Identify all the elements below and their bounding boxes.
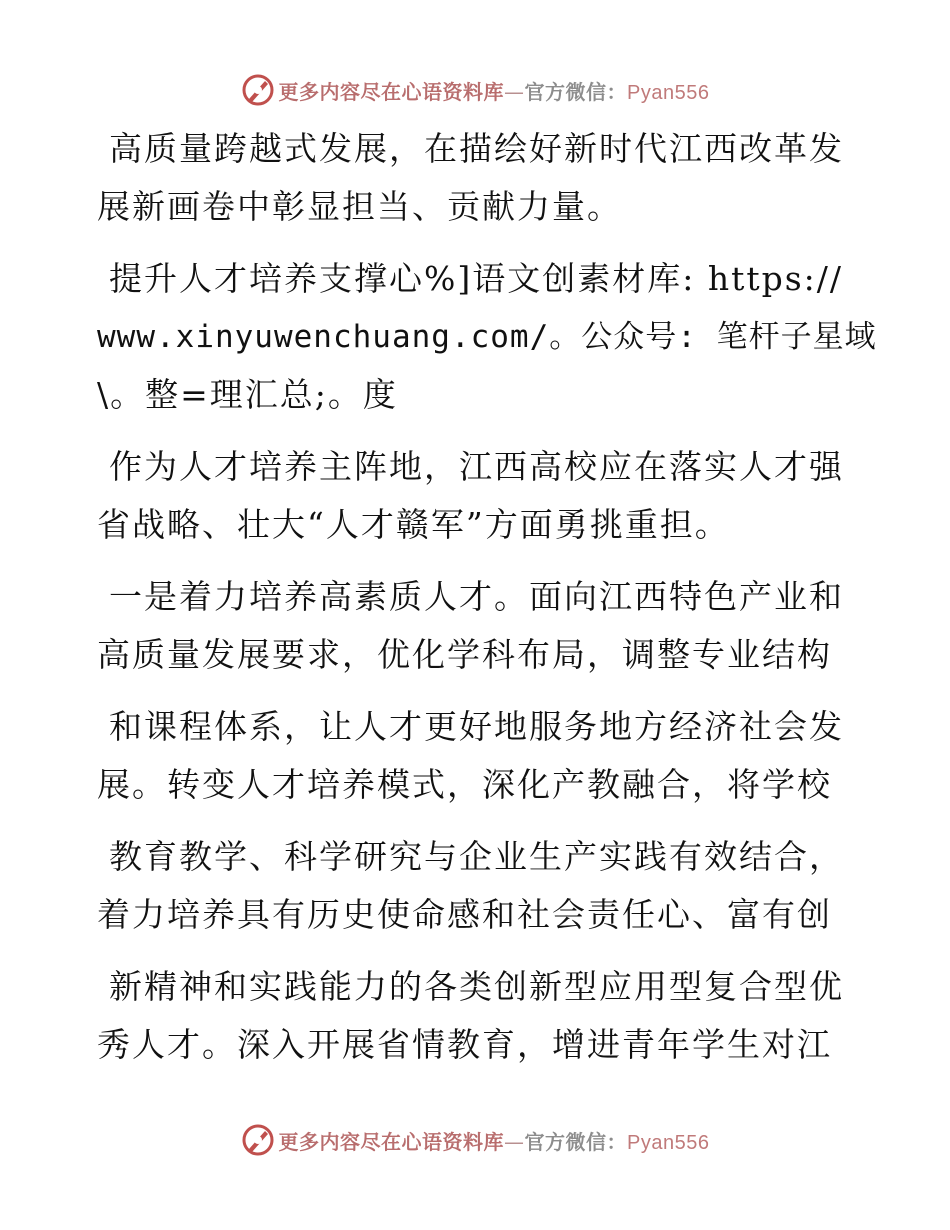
text-line: 高质量跨越式发展，在描绘好新时代江西改革发 bbox=[109, 129, 844, 168]
banner-site-name: 更多内容尽在心语资料库 bbox=[278, 1129, 505, 1154]
text-line: 秀人才。深入开展省情教育，增进青年学生对江 bbox=[97, 1025, 832, 1064]
footer-watermark-banner bbox=[0, 1120, 950, 1160]
text-line: 教育教学、科学研究与企业生产实践有效结合， bbox=[109, 837, 844, 876]
text-line: 一是着力培养高素质人才。面向江西特色产业和 bbox=[109, 577, 844, 616]
banner-wechat-id: Pyan556 bbox=[627, 81, 710, 104]
text-line: \。整=理汇总;。度 bbox=[97, 375, 398, 414]
pen-logo-icon bbox=[241, 1123, 275, 1157]
text-line: 新精神和实践能力的各类创新型应用型复合型优 bbox=[109, 967, 844, 1006]
text-line: 作为人才培养主阵地，江西高校应在落实人才强 bbox=[109, 447, 844, 486]
header-watermark-banner bbox=[0, 70, 950, 110]
text-line: 高质量发展要求，优化学科布局，调整专业结构 bbox=[97, 635, 832, 674]
text-line: www.xinyuwenchuang.com/。公众号: 笔杆子星域 bbox=[97, 319, 877, 355]
banner-dash: — bbox=[504, 79, 525, 104]
pen-logo-icon bbox=[241, 73, 275, 107]
text-line: 展。转变人才培养模式，深化产教融合，将学校 bbox=[97, 765, 832, 804]
text-line: 展新画卷中彰显担当、贡献力量。 bbox=[97, 187, 622, 226]
text-line: 着力培养具有历史使命感和社会责任心、富有创 bbox=[97, 895, 832, 934]
text-line: 省战略、壮大“人才赣军”方面勇挑重担。 bbox=[97, 505, 730, 544]
text-line: 和课程体系，让人才更好地服务地方经济社会发 bbox=[109, 707, 844, 746]
banner-wechat-id: Pyan556 bbox=[627, 1131, 710, 1154]
banner-wechat-label: 官方微信： bbox=[524, 1129, 628, 1154]
document-body bbox=[97, 120, 877, 1074]
banner-dash: — bbox=[504, 1129, 525, 1154]
banner-site-name: 更多内容尽在心语资料库 bbox=[278, 79, 505, 104]
text-line: 提升人才培养支撑心%]语文创素材库: https:// bbox=[109, 259, 844, 298]
banner-wechat-label: 官方微信： bbox=[524, 79, 628, 104]
